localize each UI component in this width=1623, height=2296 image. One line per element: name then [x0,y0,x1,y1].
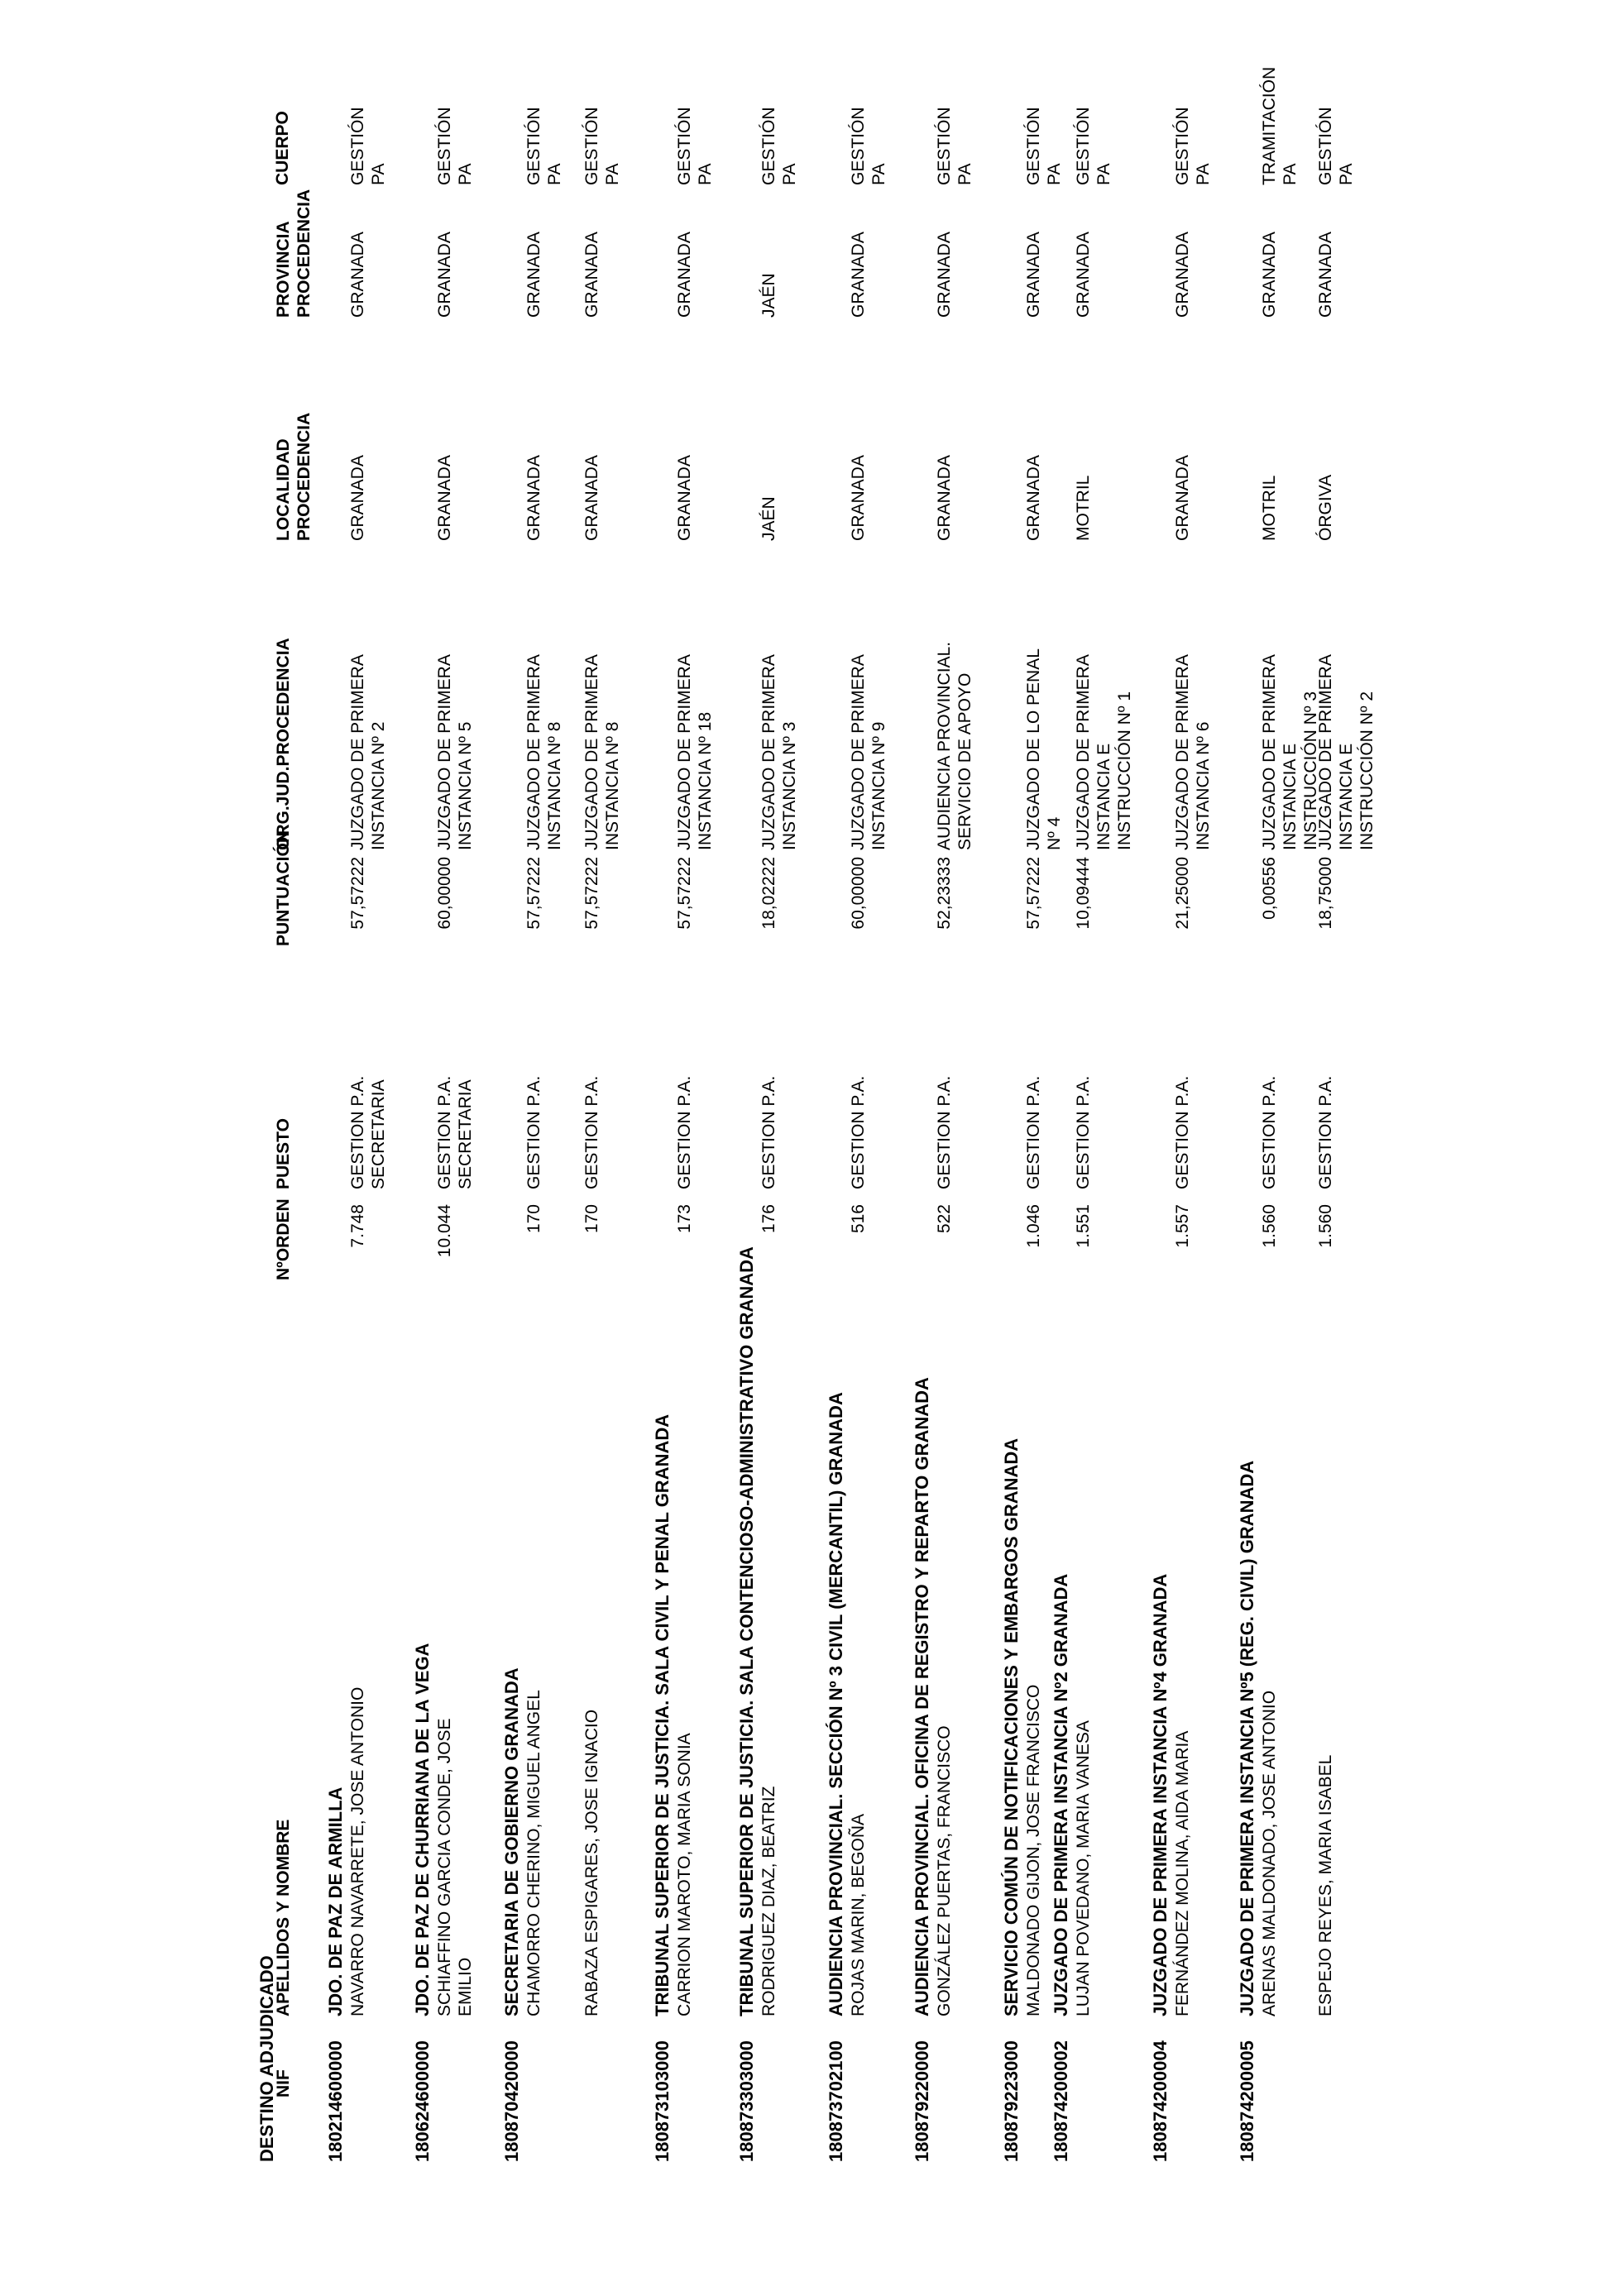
cell-provincia: GRANADA [1024,232,1043,318]
cell-localidad: ÓRGIVA [1316,474,1335,541]
col-apellidos: APELLIDOS Y NOMBRE [274,1819,293,2016]
table-row [934,107,984,2162]
table-row [1315,107,1376,2162]
cell-org: JUZGADO DE PRIMERA INSTANCIA Nº 6 [1173,655,1213,850]
cell-cuerpo: GESTIÓN PA [1074,107,1113,185]
cell-provincia: GRANADA [935,232,954,318]
cell-nombre: GONZÁLEZ PUERTAS, FRANCISCO [935,1725,954,2016]
table-row [434,107,484,2162]
cell-org: JUZGADO DE PRIMERA INSTANCIA Nº 3 [759,655,799,850]
cell-provincia: GRANADA [849,232,868,318]
table-row [674,107,724,2162]
table-row [1172,107,1222,2162]
table-row [1073,107,1134,2162]
col-nif: NIF [274,2069,293,2097]
col-localidad: LOCALIDAD PROCEDENCIA [274,412,314,541]
cell-provincia: GRANADA [524,232,543,318]
table-row [759,107,808,2162]
group-code: 180873303000 [736,2040,757,2162]
group-code: 180214600000 [325,2040,346,2162]
cell-cuerpo: GESTIÓN PA [582,107,622,185]
cell-puesto: GESTION P.A. SECRETARIA [435,1075,475,1189]
group-code: 180874200002 [1051,2040,1071,2162]
cell-puntuacion: 57,57222 [348,857,367,930]
cell-localidad: GRANADA [582,455,601,541]
group-destino: JDO. DE PAZ DE ARMILLA [325,1787,346,2016]
cell-puesto: GESTION P.A. SECRETARIA [348,1075,388,1189]
cell-orden: 10.044 [435,1204,454,1258]
cell-org: JUZGADO DE PRIMERA INSTANCIA Nº 8 [582,655,622,850]
cell-org: JUZGADO DE PRIMERA INSTANCIA Nº 8 [524,655,564,850]
cell-nombre: RODRIGUEZ DIAZ, BEATRIZ [759,1786,778,2016]
group-destino: JUZGADO DE PRIMERA INSTANCIA Nº2 GRANADA [1051,1573,1071,2016]
cell-org: JUZGADO DE PRIMERA INSTANCIA Nº 5 [435,655,475,850]
cell-puntuacion: 57,57222 [582,857,601,930]
cell-cuerpo: GESTIÓN PA [759,107,799,185]
cell-puntuacion: 18,75000 [1316,857,1335,930]
cell-puntuacion: 57,57222 [524,857,543,930]
group-destino: JUZGADO DE PRIMERA INSTANCIA Nº4 GRANADA [1150,1573,1171,2016]
cell-cuerpo: GESTIÓN PA [675,107,715,185]
cell-provincia: GRANADA [582,232,601,318]
cell-puntuacion: 57,57222 [675,857,694,930]
cell-puesto: GESTION P.A. [1260,1075,1279,1189]
cell-puesto: GESTION P.A. [675,1075,694,1189]
cell-localidad: GRANADA [849,455,868,541]
rotated-sheet [256,66,1514,2162]
table-row [1259,66,1320,2162]
cell-localidad: JAÉN [759,496,778,541]
cell-cuerpo: GESTIÓN PA [348,107,388,185]
cell-puesto: GESTION P.A. [582,1075,601,1189]
cell-provincia: GRANADA [1316,232,1335,318]
cell-orden: 7.748 [348,1204,367,1248]
col-cuerpo-visible: CUERPO [273,111,292,185]
table-row [582,107,631,2162]
cell-cuerpo: GESTIÓN PA [435,107,475,185]
col-norden: NºORDEN [274,1198,293,1280]
cell-nombre: CARRION MAROTO, MARIA SONIA [675,1733,694,2016]
cell-org: JUZGADO DE PRIMERA INSTANCIA Nº 18 [675,655,715,850]
cell-localidad: GRANADA [1173,455,1192,541]
cell-provincia: GRANADA [1173,232,1192,318]
cell-orden: 1.557 [1173,1204,1192,1248]
group-destino: SECRETARIA DE GOBIERNO GRANADA [501,1667,522,2016]
cell-provincia: GRANADA [348,232,367,318]
cell-org: JUZGADO DE LO PENAL Nº 4 [1024,648,1064,850]
cell-cuerpo: GESTIÓN PA [524,107,564,185]
group-code: 180873702100 [826,2040,846,2162]
cell-puntuacion: 60,00000 [435,857,454,930]
group-code: 180874200004 [1150,2040,1171,2162]
cell-puntuacion: 60,00000 [849,857,868,930]
cell-cuerpo: GESTIÓN PA [935,107,974,185]
group-code: 180874200005 [1237,2040,1257,2162]
group-code: 180873103000 [652,2040,673,2162]
group-destino: SERVICIO COMÚN DE NOTIFICACIONES Y EMBARGOS GRANADA [1001,1437,1022,2016]
cell-puntuacion: 57,57222 [1024,857,1043,930]
cell-orden: 1.560 [1316,1204,1335,1248]
cell-cuerpo: GESTIÓN PA [849,107,888,185]
cell-puesto: GESTION P.A. [935,1075,954,1189]
cell-nombre: MALDONADO GIJON, JOSE FRANCISCO [1024,1684,1043,2016]
cell-cuerpo: TRAMITACIÓN PA [1260,66,1300,185]
cell-localidad: MOTRIL [1260,475,1279,541]
cell-provincia: GRANADA [1260,232,1279,318]
cell-orden: 176 [759,1204,778,1234]
cell-org: JUZGADO DE PRIMERA INSTANCIA Nº 9 [849,655,888,850]
cell-puntuacion: 21,25000 [1173,857,1192,930]
cell-orden: 1.551 [1074,1204,1093,1248]
cell-nombre: CHAMORRO CHERINO, MIGUEL ANGEL [524,1690,543,2016]
group-code: 180624600000 [412,2040,433,2162]
cell-orden: 516 [849,1204,868,1234]
col-puntuacion: PUNTUACIÓN [274,830,293,946]
group-destino: AUDIENCIA PROVINCIAL. SECCIÓN Nº 3 CIVIL (MERCANTIL) GRANADA [826,1392,846,2016]
cell-localidad: GRANADA [348,455,367,541]
group-destino: AUDIENCIA PROVINCIAL. OFICINA DE REGISTRO Y REPARTO GRANADA [912,1377,932,2016]
group-destino: JUZGADO DE PRIMERA INSTANCIA Nº5 (REG. CIVIL) GRANADA [1237,1460,1257,2016]
col-org: ORG.JUD.PROCEDENCIA [274,638,293,850]
cell-puesto: GESTION P.A. [1316,1075,1335,1189]
cell-org: AUDIENCIA PROVINCIAL. SERVICIO DE APOYO [935,641,974,850]
cell-nombre: LUJAN POVEDANO, MARIA VANESA [1074,1720,1093,2016]
cell-cuerpo: GESTIÓN PA [1024,107,1064,185]
cell-puesto: GESTION P.A. [759,1075,778,1189]
cell-orden: 170 [582,1204,601,1234]
cell-nombre: ESPEJO REYES, MARIA ISABEL [1316,1754,1335,2016]
cell-provincia: GRANADA [435,232,454,318]
cell-localidad: GRANADA [935,455,954,541]
cell-localidad: GRANADA [1024,455,1043,541]
cell-orden: 522 [935,1204,954,1234]
group-code: 180879220000 [912,2040,932,2162]
cell-orden: 170 [524,1204,543,1234]
cell-org: JUZGADO DE PRIMERA INSTANCIA Nº 2 [348,655,388,850]
cell-nombre: RABAZA ESPIGARES, JOSE IGNACIO [582,1709,601,2016]
table-row [524,107,573,2162]
table-row [848,107,898,2162]
cell-provincia: GRANADA [675,232,694,318]
cell-cuerpo: GESTIÓN PA [1316,107,1356,185]
group-destino: TRIBUNAL SUPERIOR DE JUSTICIA. SALA CONTENCIOSO-ADMINISTRATIVO GRANADA [736,1246,757,2016]
group-destino: JDO. DE PAZ DE CHURRIANA DE LA VEGA [412,1643,433,2016]
cell-localidad: MOTRIL [1074,475,1093,541]
cell-puntuacion: 10,09444 [1074,857,1093,930]
cell-puesto: GESTION P.A. [849,1075,868,1189]
table-row [347,107,397,2162]
cell-localidad: GRANADA [435,455,454,541]
col-provincia: PROVINCIA PROCEDENCIA [274,189,314,318]
group-destino: TRIBUNAL SUPERIOR DE JUSTICIA. SALA CIVIL Y PENAL GRANADA [652,1413,673,2016]
cell-nombre: ARENAS MALDONADO, JOSE ANTONIO [1260,1690,1279,2016]
group-code: 180870420000 [501,2040,522,2162]
cell-puesto: GESTION P.A. [524,1075,543,1189]
cell-localidad: GRANADA [524,455,543,541]
cell-puesto: GESTION P.A. [1024,1075,1043,1189]
cell-org: JUZGADO DE PRIMERA INSTANCIA E INSTRUCCIÓN Nº 2 [1316,655,1376,850]
cell-org: JUZGADO DE PRIMERA INSTANCIA E INSTRUCCIÓN Nº 1 [1074,655,1134,850]
cell-org: JUZGADO DE PRIMERA INSTANCIA E INSTRUCCIÓN Nº 3 [1260,655,1320,850]
cell-provincia: JAÉN [759,273,778,318]
cell-puntuacion: 0,00556 [1260,857,1279,920]
cell-provincia: GRANADA [1074,232,1093,318]
cell-puesto: GESTION P.A. [1074,1075,1093,1189]
destino-title: DESTINO ADJUDICADO [256,1955,277,2162]
cell-orden: 1.560 [1260,1204,1279,1248]
cell-puesto: GESTION P.A. [1173,1075,1192,1189]
cell-nombre: FERNÁNDEZ MOLINA, AIDA MARIA [1173,1730,1192,2016]
cell-localidad: GRANADA [675,455,694,541]
cell-nombre: NAVARRO NAVARRETE, JOSE ANTONIO [348,1686,367,2016]
cell-puntuacion: 18,02222 [759,857,778,930]
cell-orden: 1.046 [1024,1204,1043,1248]
cell-cuerpo: GESTIÓN PA [1173,107,1213,185]
cell-nombre: SCHIAFFINO GARCIA CONDE, JOSE EMILIO [435,1718,475,2016]
col-puesto: PUESTO [274,1118,293,1189]
cell-puntuacion: 52,23333 [935,857,954,930]
cell-nombre: ROJAS MARIN, BEGOÑA [849,1813,868,2016]
group-code: 180879223000 [1001,2040,1022,2162]
cell-orden: 173 [675,1204,694,1234]
